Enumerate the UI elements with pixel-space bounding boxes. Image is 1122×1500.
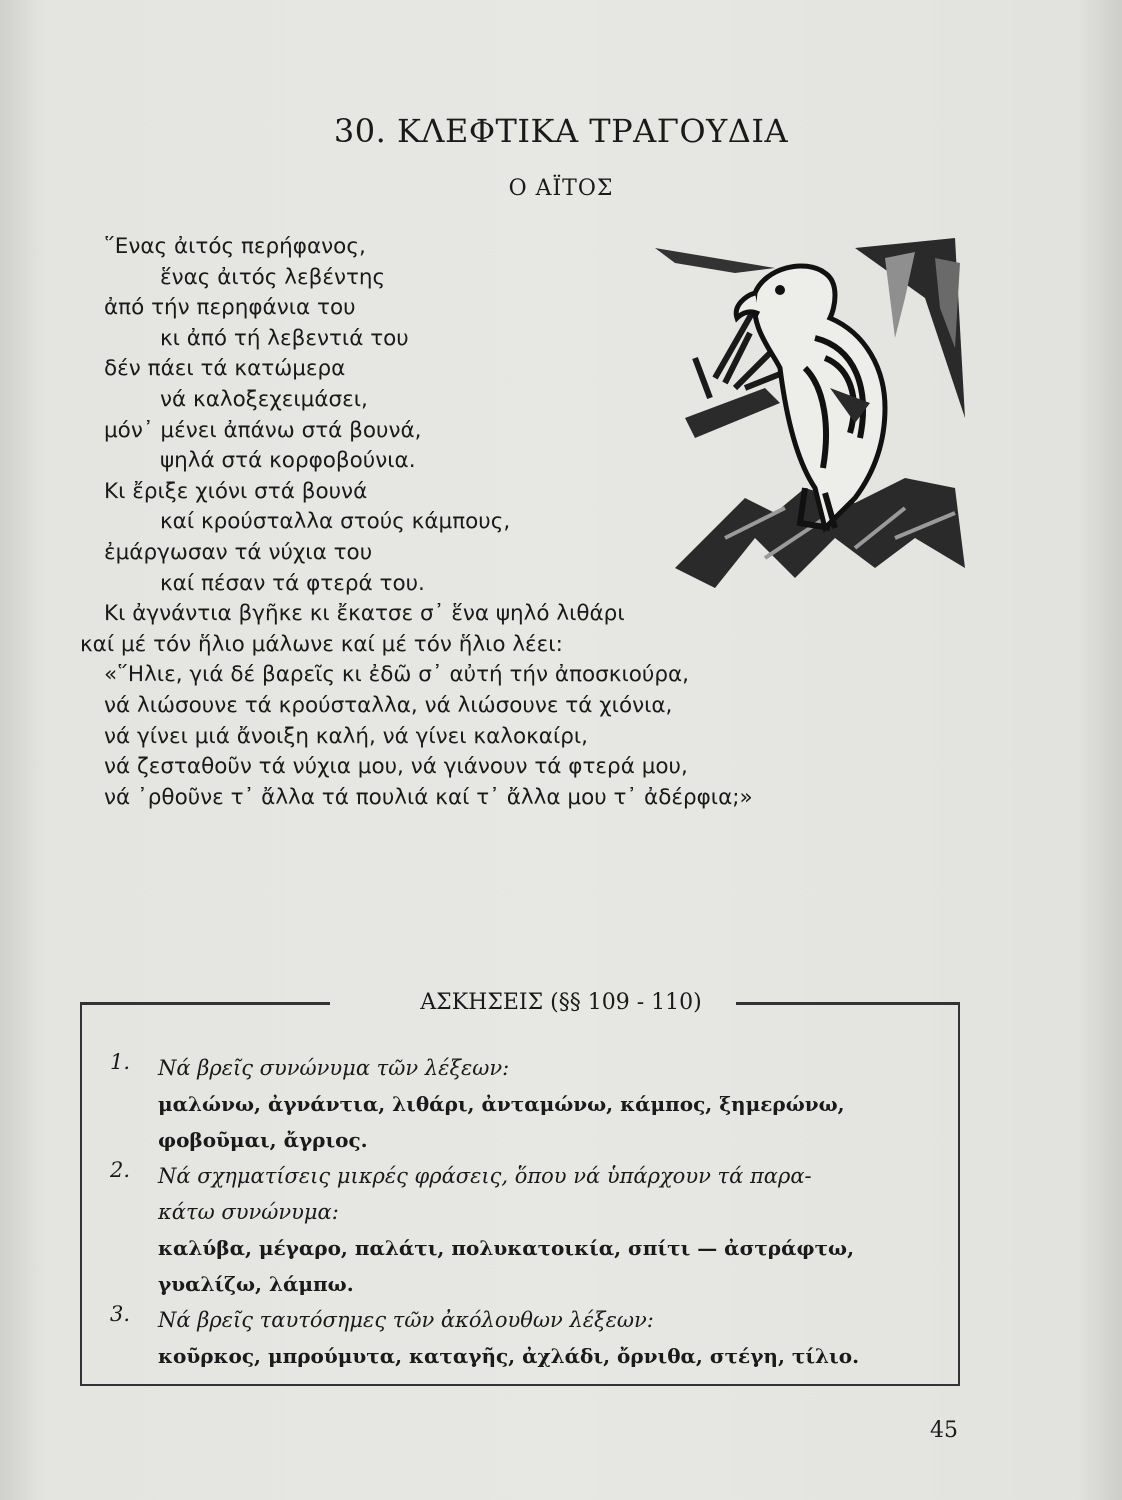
exercise-answer: γυαλίζω, λάμπω. [158,1272,354,1296]
poem-line: κι ἀπό τή λεβεντιά του [160,325,409,351]
chapter-title: 30. ΚΛΕΦΤΙΚΑ ΤΡΑΓΟΥΔΙΑ [333,112,789,150]
exercise-number: 2. [110,1158,131,1182]
poem-line: νά γίνει μιά ἄνοιξη καλή, νά γίνει καλοκαίρι, [104,723,588,749]
exercise-answer: καλύβα, μέγαρο, παλάτι, πολυκατοικία, σπίτι — ἀστράφτω, [158,1236,855,1260]
exercise-2 [110,1158,935,1302]
exercise-1 [110,1050,935,1158]
poem-line: «῞Ηλιε, γιά δέ βαρεῖς κι ἐδῶ σ᾽ αὐτή τήν ἀποσκιούρα, [104,662,689,688]
poem-line: ἀπό τήν περηφάνια του [104,295,356,321]
poem-line: καί πέσαν τά φτερά του. [160,570,425,596]
poem-line: Κι ἀγνάντια βγῆκε κι ἔκατσε σ᾽ ἕνα ψηλό λιθάρι [104,601,625,627]
exercise-answer: φοβοῦμαι, ἄγριος. [158,1128,368,1152]
poem-line: Κι ἔριξε χιόνι στά βουνά [104,478,368,504]
exercise-3 [110,1302,935,1374]
eagle-illustration [655,238,965,618]
exercise-question: κάτω συνώνυμα: [158,1200,339,1224]
exercise-number: 3. [110,1302,131,1326]
poem-line: ἕνας ἀιτός λεβέντης [160,264,386,290]
exercise-question: Νά βρεῖς ταυτόσημες τῶν ἀκόλουθων λέξεων: [158,1308,654,1332]
exercise-answer: μαλώνω, ἀγνάντια, λιθάρι, ἀνταμώνω, κάμπος, ξημερώνω, [158,1092,845,1116]
poem-line: δέν πάει τά κατώμερα [104,356,346,382]
poem-title: Ο ΑΪΤΟΣ [508,176,614,201]
poem-line: μόν᾽ μένει ἀπάνω στά βουνά, [104,417,422,443]
poem-line: ῞Ενας ἀιτός περήφανος, [104,234,366,259]
poem-line: καί κρούσταλλα στούς κάμπους, [160,509,511,535]
exercise-answer: κοῦρκος, μπρούμυτα, καταγῆς, ἀχλάδι, ὄρνιθα, στέγη, τίλιο. [158,1344,860,1368]
page-number: 45 [930,1418,958,1443]
poem-line: νά ζεσταθοῦν τά νύχια μου, νά γιάνουν τά φτερά μου, [104,754,688,780]
poem-line: νά ᾽ρθοῦνε τ᾽ ἄλλα τά πουλιά καί τ᾽ ἄλλα μου τ᾽ ἀδέρφια;» [104,784,753,810]
poem-line: ἐμάργωσαν τά νύχια του [104,539,373,565]
poem-line: νά λιώσουνε τά κρούσταλλα, νά λιώσουνε τά χιόνια, [104,692,673,718]
poem-line: καί μέ τόν ἥλιο μάλωνε καί μέ τόν ἥλιο λέει: [80,631,563,657]
exercise-question: Νά σχηματίσεις μικρές φράσεις, ὅπου νά ὑπάρχουν τά παρα- [158,1164,812,1188]
exercise-question: Νά βρεῖς συνώνυμα τῶν λέξεων: [158,1056,510,1080]
poem-line: ψηλά στά κορφοβούνια. [160,448,416,474]
poem-line: νά καλοξεχειμάσει, [160,386,368,412]
exercises-title: ΑΣΚΗΣΕΙΣ (§§ 109 - 110) [420,990,702,1015]
exercise-number: 1. [110,1050,131,1074]
